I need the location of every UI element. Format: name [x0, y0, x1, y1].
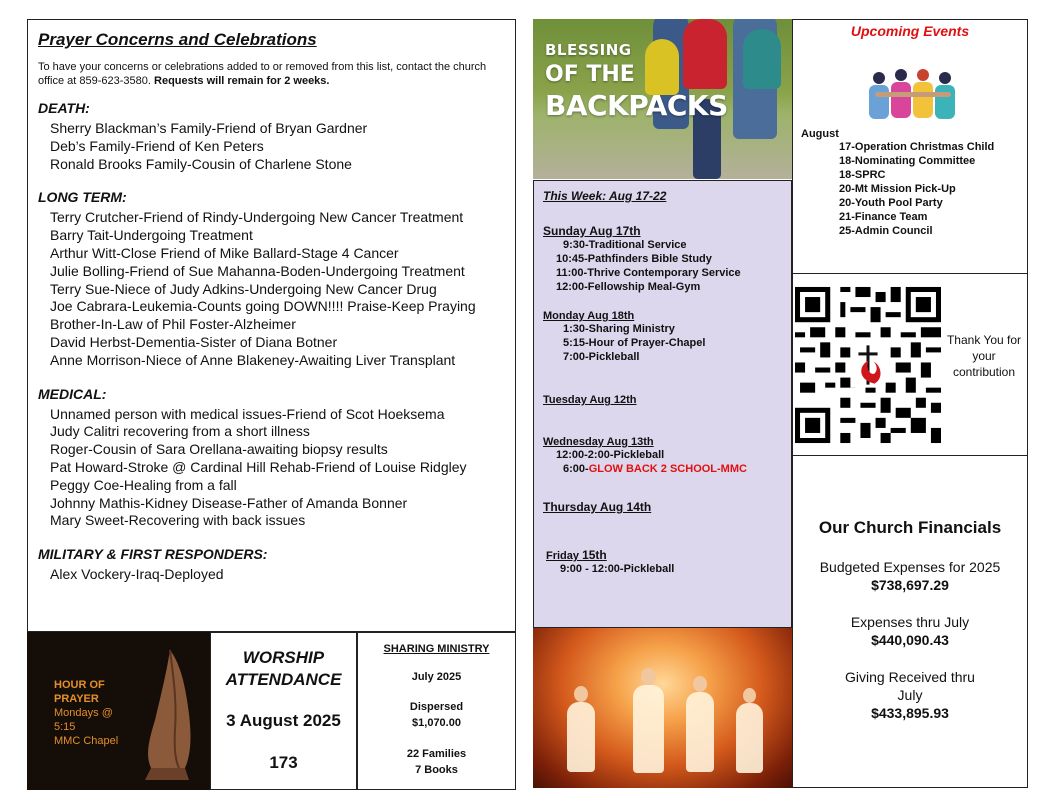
thanks-message: Thank You for your contribution [946, 333, 1022, 379]
list-item: Mary Sweet-Recovering with back issues [50, 512, 306, 529]
event-item: 10:45-Pathfinders Bible Study [556, 253, 712, 265]
hour-of-prayer-image [27, 632, 210, 790]
figure-head [574, 686, 588, 702]
list-item: Ronald Brooks Family-Cousin of Charlene Stone [50, 155, 352, 172]
books-count: 7 Books [415, 764, 458, 776]
worship-count: 173 [269, 753, 298, 772]
list-item: Judy Calitri recovering from a short illness [50, 423, 310, 440]
budget-value: $738,697.29 [871, 577, 949, 593]
hour-of-prayer-text [54, 678, 118, 748]
list-item: Peggy Coe-Healing from a fall [50, 476, 237, 493]
prayer-intro-bold: Requests will remain for 2 weeks. [154, 75, 330, 87]
figure-head [641, 668, 656, 685]
group-people-icon [865, 66, 961, 124]
list-item: Joe Cabrara-Leukemia-Counts going DOWN!!!! Praise-Keep Praying [50, 298, 476, 315]
event-item [543, 462, 782, 476]
event-item: 12:00-Fellowship Meal-Gym [556, 281, 701, 293]
events-list-wrap [801, 122, 1027, 238]
figure-body [567, 702, 595, 772]
glow-event: GLOW BACK 2 SCHOOL-MMC [588, 463, 747, 475]
list-item: Terry Crutcher-Friend of Rindy-Undergoing New Cancer Treatment [50, 209, 464, 226]
list-item: Anne Morrison-Niece of Anne Blakeney-Awaiting Liver Transplant [50, 351, 456, 368]
figure-body [736, 703, 763, 773]
backpacks-line2: OF THE [545, 62, 635, 87]
worship-date: 3 August 2025 [226, 711, 341, 730]
longterm-list [38, 209, 505, 369]
teal-backpack [743, 29, 781, 89]
list-item: Julie Bolling-Friend of Sue Mahanna-Boden-Undergoing Treatment [50, 262, 465, 279]
hour-line3: Mondays @ [54, 707, 113, 719]
families-count: 22 Families [406, 748, 467, 760]
list-item: David Herbst-Dementia-Sister of Diana Botner [50, 333, 338, 350]
event-time: 6:00- [563, 463, 589, 475]
worship-title: WORSHIP ATTENDANCE [225, 648, 342, 689]
giving-qr-panel [792, 273, 1028, 456]
friday-heading [543, 548, 782, 562]
hour-line2: PRAYER [54, 693, 99, 705]
list-item: 20-Youth Pool Party [839, 197, 943, 209]
medical-heading: MEDICAL: [38, 385, 107, 402]
upcoming-events-panel [792, 19, 1028, 274]
this-week-title: This Week: Aug 17-22 [543, 189, 667, 203]
event-item: 1:30-Sharing Ministry [563, 323, 675, 335]
wednesday-heading: Wednesday Aug 13th [543, 436, 654, 448]
expenses-value: $440,090.43 [871, 632, 949, 648]
death-list [38, 120, 505, 173]
sharing-ministry-panel [357, 632, 516, 790]
list-item: 25-Admin Council [839, 225, 933, 237]
military-list [38, 566, 505, 584]
list-item: Johnny Mathis-Kidney Disease-Father of Amanda Bonner [50, 494, 408, 511]
list-item: Unnamed person with medical issues-Friend of Scot Hoeksema [50, 405, 445, 422]
death-heading: DEATH: [38, 100, 90, 116]
prayer-intro-text: To have your concerns or celebrations added to or removed from this list, contact the church office at 859-623-3580. [38, 61, 487, 87]
sharing-title: SHARING MINISTRY [383, 643, 490, 655]
list-item: 18-Nominating Committee [839, 155, 976, 167]
praying-hands-icon [115, 640, 210, 780]
expenses-label: Expenses thru July [850, 614, 970, 630]
list-item: Sherry Blackman’s Family-Friend of Bryan Gardner [50, 120, 368, 136]
thursday-heading: Thursday Aug 14th [543, 500, 652, 514]
backpacks-line1: BLESSING [545, 41, 632, 59]
friday-prefix: Friday [546, 550, 580, 562]
upcoming-events-title: Upcoming Events [850, 23, 970, 39]
friday-date: 15th [582, 548, 607, 562]
prayer-title: Prayer Concerns and Celebrations [38, 30, 317, 49]
event-item: 12:00-2:00-Pickleball [556, 449, 665, 461]
events-list [801, 140, 1027, 238]
budget-label: Budgeted Expenses for 2025 [819, 559, 1001, 575]
figure-head [743, 688, 756, 703]
this-week-panel [533, 180, 792, 628]
list-item: 21-Finance Team [839, 211, 928, 223]
list-item: Terry Sue-Niece of Judy Adkins-Undergoing New Cancer Drug [50, 280, 437, 297]
event-item: 7:00-Pickleball [563, 351, 640, 363]
event-item: 5:15-Hour of Prayer-Chapel [563, 337, 706, 349]
list-item: Alex Vockery-Iraq-Deployed [50, 566, 224, 583]
list-item: Roger-Cousin of Sara Orellana-awaiting biopsy results [50, 441, 388, 458]
list-item: Pat Howard-Stroke @ Cardinal Hill Rehab-Friend of Louise Ridgley [50, 458, 467, 475]
list-item: 20-Mt Mission Pick-Up [839, 183, 956, 195]
worship-attendance-panel [210, 632, 357, 790]
list-item: Deb’s Family-Friend of Ken Peters [50, 137, 264, 154]
prayer-concerns-panel [27, 19, 516, 632]
backpacks-title [545, 43, 728, 120]
figure-body [686, 692, 714, 772]
tuesday-heading: Tuesday Aug 12th [543, 394, 637, 406]
hour-line5: MMC Chapel [54, 735, 119, 747]
monday-heading: Monday Aug 18th [543, 310, 635, 322]
list-item: 17-Operation Christmas Child [839, 141, 995, 153]
list-item: Arthur Witt-Close Friend of Mike Ballard-Stage 4 Cancer [50, 244, 399, 261]
sunday-heading: Sunday Aug 17th [543, 224, 641, 238]
financials-panel [792, 455, 1028, 788]
event-item: 9:30-Traditional Service [563, 239, 687, 251]
dispersed-label: Dispersed [409, 701, 464, 713]
longterm-heading: LONG TERM: [38, 189, 127, 206]
events-month: August [801, 128, 839, 140]
backpacks-image [533, 19, 792, 179]
medical-list [38, 406, 505, 531]
sharing-month: July 2025 [411, 671, 462, 683]
list-item: Barry Tait-Undergoing Treatment [50, 227, 253, 244]
event-item: 11:00-Thrive Contemporary Service [556, 267, 741, 279]
list-item: Brother-In-Law of Phil Foster-Alzheimer [50, 316, 296, 333]
military-heading: MILITARY & FIRST RESPONDERS: [38, 546, 268, 563]
figure-body [633, 685, 664, 773]
event-item: 9:00 - 12:00-Pickleball [560, 563, 675, 575]
list-item: 18-SPRC [839, 169, 886, 181]
hour-line4: 5:15 [54, 721, 76, 733]
dispersed-value: $1,070.00 [412, 717, 461, 729]
giving-label: Giving Received thru July [845, 669, 975, 703]
hour-line1: HOUR OF [54, 679, 105, 691]
backpacks-line3: BACKPACKS [545, 89, 728, 122]
figure-head [693, 676, 707, 692]
qr-code-icon[interactable] [795, 286, 941, 444]
fiery-furnace-image [533, 628, 792, 788]
financials-title: Our Church Financials [818, 518, 1002, 537]
prayer-intro [38, 60, 505, 88]
giving-value: $433,895.93 [871, 705, 949, 721]
